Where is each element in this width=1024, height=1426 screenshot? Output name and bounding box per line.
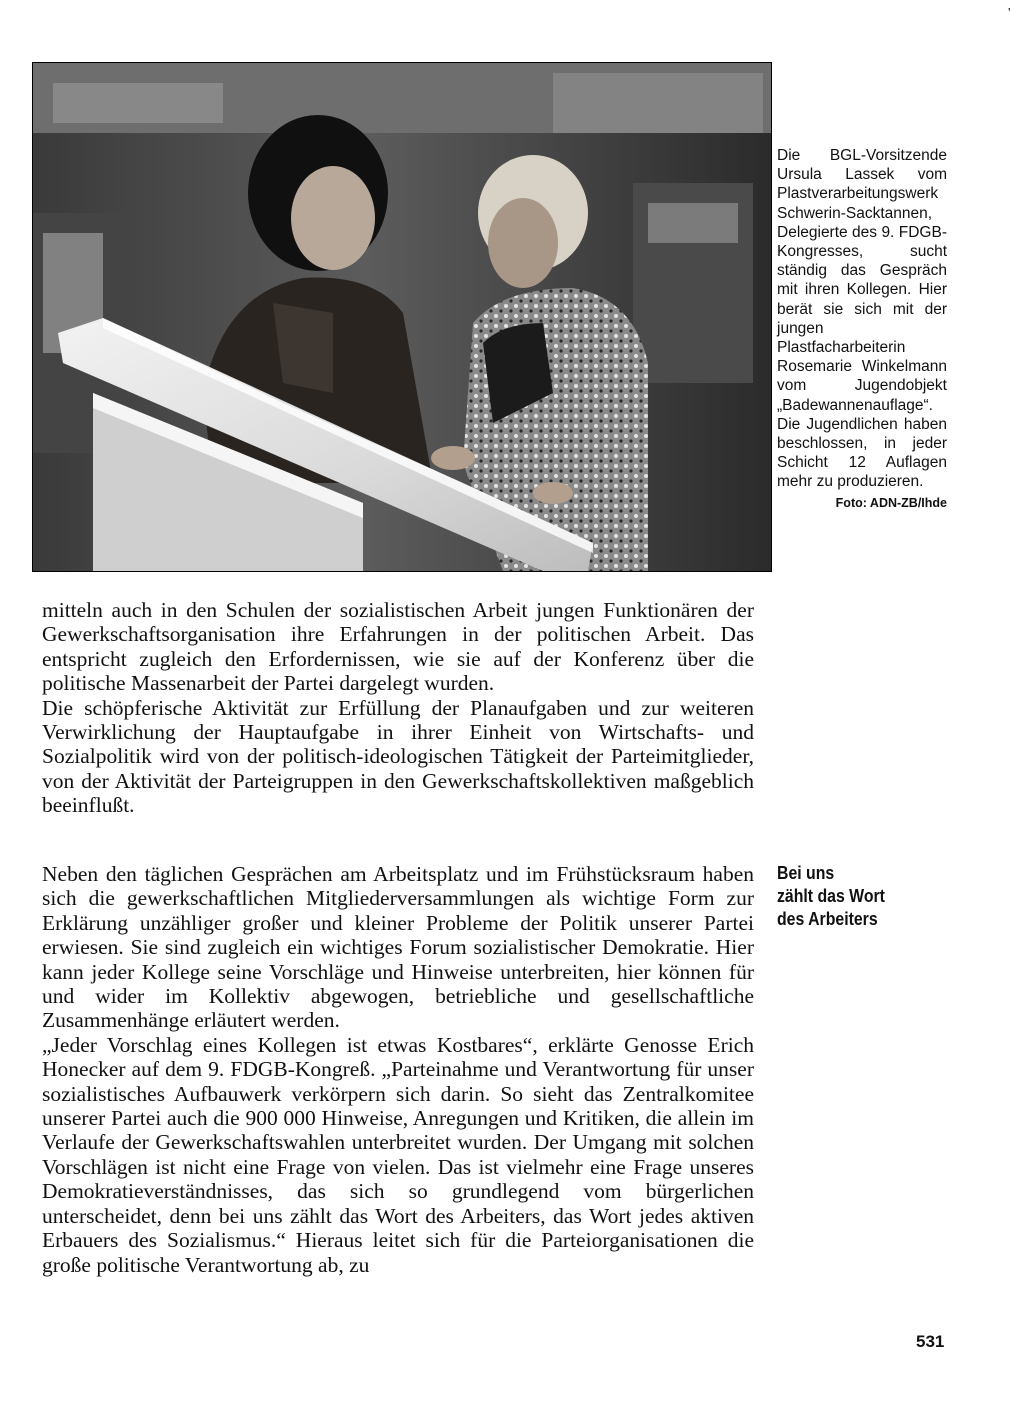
margin-heading-line: Bei uns (777, 863, 835, 883)
body-block-upper (42, 598, 754, 818)
margin-heading (777, 862, 927, 931)
photo (32, 62, 772, 572)
paragraph: „Jeder Vorschlag eines Kollegen ist etwas Kostbares“, erklärte Genosse Erich Honecker auf dem 9. FDGB-Kongreß. „Parteinahme und Verantwortung für unser sozialistisches Aufbauwerk verkörpern sich darin. So sieht das Zentralkomitee unserer Partei auch die 900 000 Hinweise, Anregungen und Kritiken, die allein im Verlaufe der Gewerkschaftswahlen unterbreitet wurden. Der Umgang mit solchen Vorschlägen ist nicht eine Frage von vielen. Das ist vielmehr eine Frage unseres Demokratieverständnisses, das sich so grundlegend vom bürgerlichen unterscheidet, denn bei uns zählt das Wort des Arbeiters, das Wort jedes aktiven Erbauers des Sozialismus.“ Hieraus leitet sich für die Parteiorganisationen die große politische Verantwortung ab, zu (42, 1032, 754, 1277)
margin-heading-line: zählt das Wort (777, 886, 885, 906)
photo-credit: Foto: ADN-ZB/Ihde (835, 495, 947, 510)
edge-mark: ' (1008, 6, 1011, 21)
margin-heading-line: des Arbeiters (777, 909, 878, 929)
paragraph: mitteln auch in den Schulen der sozialistischen Arbeit jungen Funktionären der Gewerkschaftsorganisation ihre Erfahrungen in der politischen Arbeit. Das entspricht zugleich den Erfordernissen, wie sie auf der Konferenz über die politische Massenarbeit der Partei dargelegt wurden. (42, 598, 754, 696)
photo-caption (777, 146, 947, 513)
photo-illustration (33, 63, 771, 571)
paragraph: Neben den täglichen Gesprächen am Arbeitsplatz und im Frühstücksraum haben sich die gewerkschaftlichen Mitgliederversammlungen als wichtige Form zur Erklärung unzähliger großer und kleiner Probleme der Politik unserer Partei erwiesen. Sie sind zugleich ein wichtiges Forum sozialistischer Demokratie. Hier kann jeder Kollege seine Vorschläge und Hinweise unterbreiten, hier können für und wider im Kollektiv abgewogen, betriebliche und gesellschaftliche Zusammenhänge erläutert werden. (42, 862, 754, 1033)
caption-text: Die BGL-Vorsitzende Ursula Lassek vom Plastverarbeitungswerk Schwerin-Sacktannen, Delegierte des 9. FDGB-Kongresses, sucht ständig das Gespräch mit ihren Kollegen. Hier berät sie sich mit der jungen Plastfacharbeiterin Rosemarie Winkelmann vom Jugendobjekt „Badewannenauflage“. Die Jugendlichen haben beschlossen, in jeder Schicht 12 Auflagen mehr zu produzieren. (777, 147, 947, 491)
body-block-lower (42, 862, 754, 1277)
page-number: 531 (916, 1332, 945, 1351)
paragraph: Die schöpferische Aktivität zur Erfüllung der Planaufgaben und zur weiteren Verwirklichung der Hauptaufgabe in ihrer Einheit von Wirtschafts- und Sozialpolitik wird von der politisch-ideologischen Tätigkeit der Parteimitglieder, von der Aktivität der Parteigruppen in den Gewerkschaftskollektiven maßgeblich beeinflußt. (42, 695, 754, 818)
